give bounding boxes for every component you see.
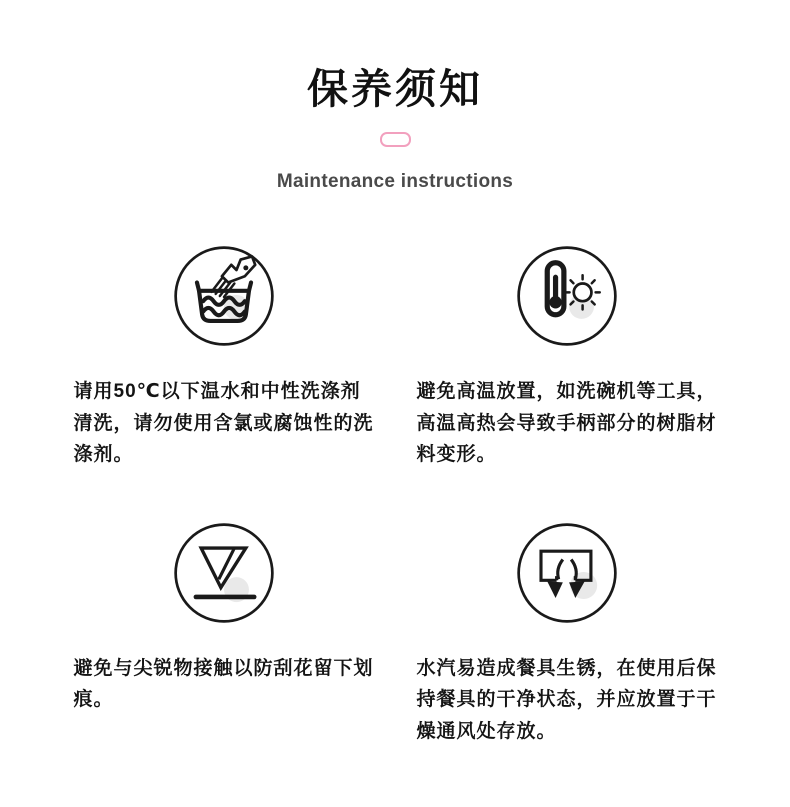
care-item-text: 避免高温放置，如洗碗机等工具，高温高热会导致手柄部分的树脂材料变形。 [416,381,717,466]
care-item-hand-wash [74,244,374,471]
care-item-text: 请用50℃以下温水和中性洗涤剂清洗，请勿使用含氯或腐蚀性的洗涤剂。 [73,381,374,466]
page-title: 保养须知 [307,66,483,112]
keep-dry-icon [515,521,619,625]
page-subtitle: Maintenance instructions [276,171,514,193]
care-items-grid [0,244,790,747]
divider-pill [380,132,411,147]
care-item-text: 水汽易造成餐具生锈，在使用后保持餐具的干净状态，并应放置于干燥通风处存放。 [416,657,717,742]
care-item-dry [417,521,717,748]
care-item-text: 避免与尖锐物接触以防刮花留下划痕。 [73,657,374,711]
care-item-scratch [74,521,374,748]
heat-warning-icon [515,244,619,348]
scratch-warning-icon [172,521,276,625]
hand-wash-icon [172,244,276,348]
care-item-heat [417,244,717,471]
header [0,0,790,191]
